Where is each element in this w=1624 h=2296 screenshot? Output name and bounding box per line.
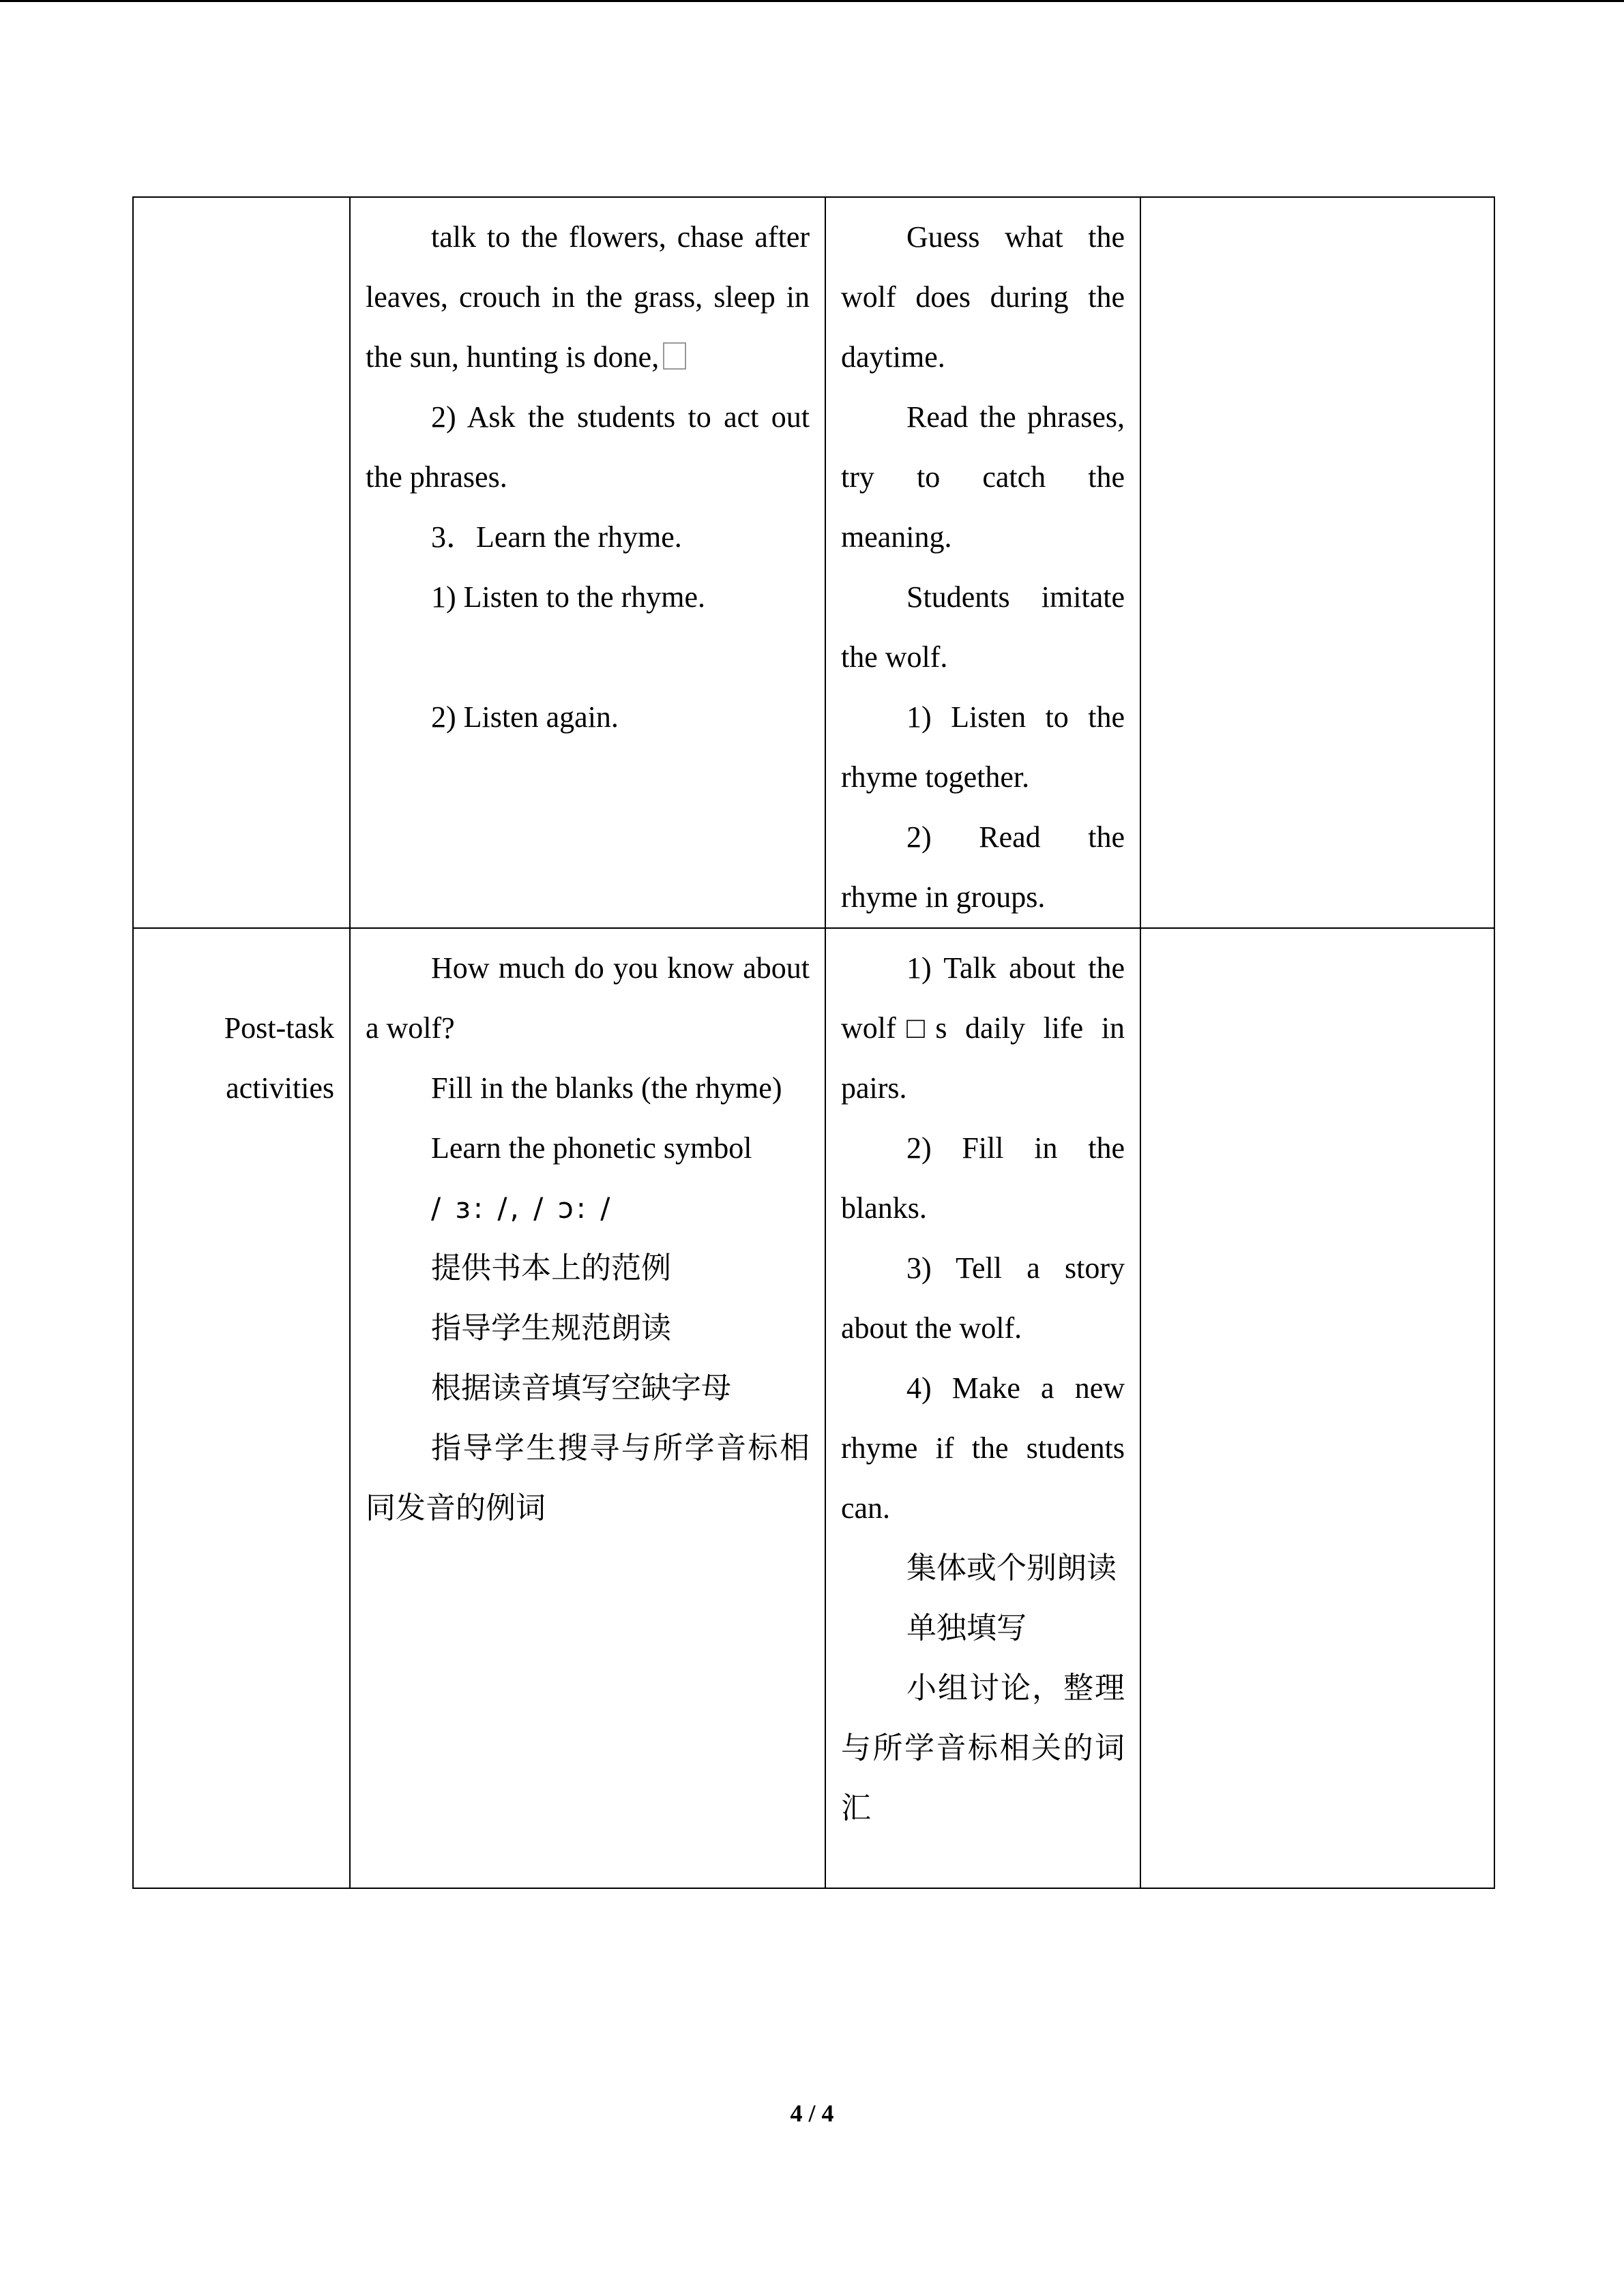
student-line: 小组讨论，整理与所学音标相关的词汇	[841, 1671, 1125, 1825]
page-number: 4 / 4	[790, 2100, 834, 2127]
teacher-activity-cell	[350, 928, 825, 1888]
spacer	[366, 627, 810, 687]
student-line: 2) Fill in the blanks.	[841, 1131, 1125, 1225]
stage-label	[149, 207, 334, 267]
teacher-line: How much do you know about a wolf?	[366, 951, 810, 1045]
lesson-plan-table	[132, 196, 1495, 1889]
stage-cell	[133, 928, 350, 1888]
teacher-line: 1) Listen to the rhyme.	[431, 580, 706, 614]
student-activity-cell	[825, 928, 1140, 1888]
missing-glyph-box	[663, 342, 686, 370]
student-activity-cell	[825, 197, 1140, 928]
teacher-line: 根据读音填写空缺字母	[431, 1371, 731, 1405]
stage-label: Post-task activities	[224, 1011, 334, 1105]
phonetic-symbols: / ɜ: /, / ɔ: /	[431, 1191, 613, 1225]
student-line: 1) Talk about the wolf□s daily life in pairs.	[841, 951, 1125, 1105]
top-border-line	[0, 0, 1624, 2]
student-line: Guess what the wolf does during the daytime.	[841, 220, 1125, 374]
student-line: Students imitate the wolf.	[841, 580, 1125, 674]
table-row	[133, 928, 1494, 1888]
teacher-line: 指导学生搜寻与所学音标相同发音的例词	[366, 1431, 810, 1525]
teacher-activity-cell	[350, 197, 825, 928]
student-line: 单独填写	[906, 1611, 1027, 1645]
student-line: Read the phrases, try to catch the meaning.	[841, 400, 1125, 554]
teacher-line: 提供书本上的范例	[431, 1251, 671, 1285]
teacher-line: 3．Learn the rhyme.	[431, 520, 682, 554]
teacher-line: Fill in the blanks (the rhyme)	[431, 1071, 782, 1105]
teacher-line: Learn the phonetic symbol	[431, 1131, 752, 1165]
notes-cell	[1140, 197, 1494, 928]
student-line: 4) Make a new rhyme if the students can.	[841, 1371, 1125, 1525]
teacher-line: 指导学生规范朗读	[431, 1311, 671, 1345]
teacher-line: 2) Ask the students to act out the phrases.	[366, 400, 810, 494]
table-row	[133, 197, 1494, 928]
stage-cell	[133, 197, 350, 928]
teacher-line: talk to the flowers, chase after leaves, crouch in the grass, sleep in the sun, hunting is done,	[366, 220, 810, 374]
teacher-line: 2) Listen again.	[431, 700, 619, 734]
notes-cell	[1140, 928, 1494, 1888]
student-line: 2) Read the rhyme in groups.	[841, 820, 1125, 914]
student-line: 1) Listen to the rhyme together.	[841, 700, 1125, 794]
student-line: 集体或个别朗读	[906, 1551, 1117, 1585]
student-line: 3) Tell a story about the wolf.	[841, 1251, 1125, 1345]
